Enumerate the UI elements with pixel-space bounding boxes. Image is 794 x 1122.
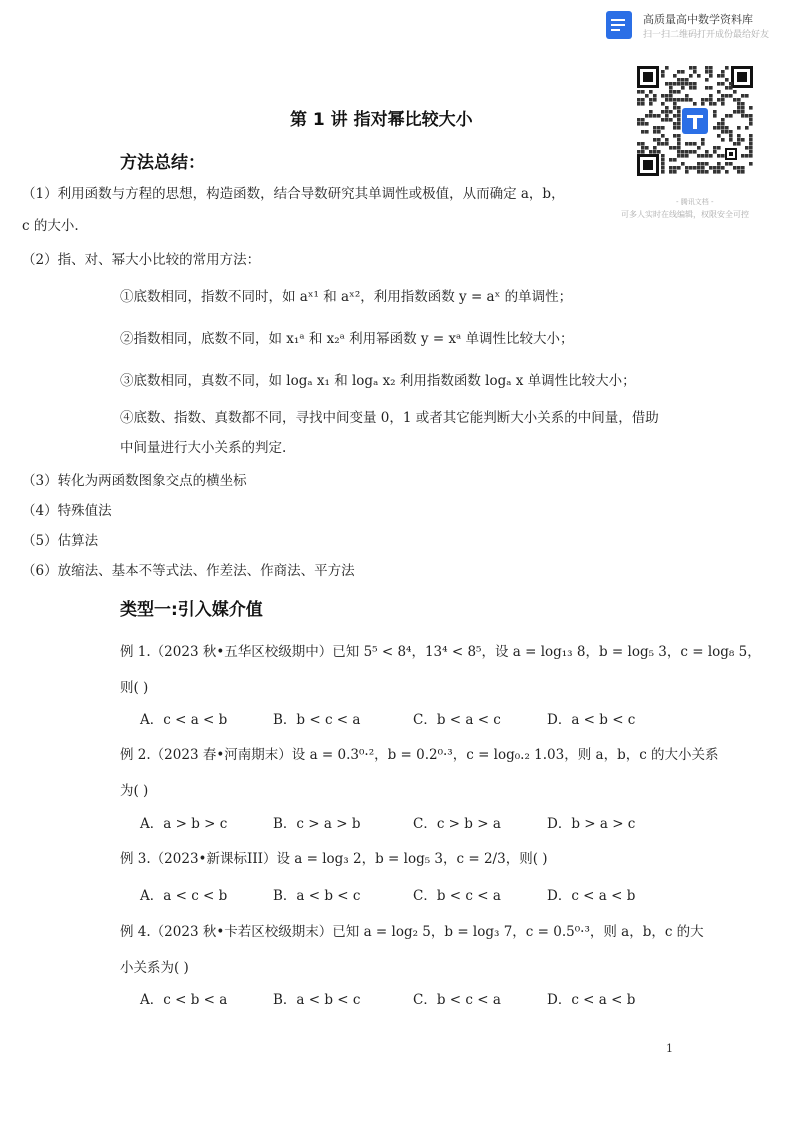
example-3-option-c: C．b < c < a (413, 888, 501, 904)
example-2-stem: 为( ) (120, 783, 149, 799)
method-line: （1）利用函数与方程的思想，构造函数，结合导数研究其单调性或极值，从而确定 a，b， (22, 186, 565, 202)
method-line: （4）特殊值法 (22, 503, 112, 519)
example-4-option-d: D．c < a < b (547, 992, 636, 1008)
example-2-option-d: D．b > a > c (547, 816, 636, 832)
example-3-option-b: B．a < b < c (273, 888, 361, 904)
page-title: 第 1 讲 指对幂比较大小 (290, 110, 473, 130)
method-line: （3）转化为两函数图象交点的横坐标 (22, 473, 247, 489)
example-1-option-a: A．c < a < b (140, 712, 228, 728)
method-line: ②指数相同，底数不同，如 x₁ᵃ 和 x₂ᵃ 利用幂函数 y = xᵃ 单调性比较大小； (120, 331, 574, 347)
example-2-option-b: B．c > a > b (273, 816, 361, 832)
example-2-option-a: A．a > b > c (140, 816, 228, 832)
example-4-stem: 小关系为( ) (120, 960, 189, 976)
doc-icon (606, 11, 632, 39)
example-4-stem: 例 4.（2023 秋•卡若区校级期末）已知 a = log₂ 5，b = log₃ 7，c = 0.5⁰·³，则 a，b，c 的大 (120, 924, 704, 940)
example-2-stem: 例 2.（2023 春•河南期末）设 a = 0.3⁰·²，b = 0.2⁰·³，c = log₀.₂ 1.03，则 a，b，c 的大小关系 (120, 747, 719, 763)
method-line: （6）放缩法、基本不等式法、作差法、作商法、平方法 (22, 563, 355, 579)
qr-code (637, 66, 753, 176)
method-line: 中间量进行大小关系的判定. (120, 440, 287, 456)
method-line: ③底数相同，真数不同，如 logₐ x₁ 和 logₐ x₂ 利用指数函数 logₐ x 单调性比较大小； (120, 373, 636, 389)
example-3-option-a: A．a < c < b (140, 888, 228, 904)
example-4-option-c: C．b < c < a (413, 992, 501, 1008)
example-1-option-c: C．b < a < c (413, 712, 501, 728)
example-1-option-d: D．a < b < c (547, 712, 636, 728)
example-1-stem: 则( ) (120, 680, 149, 696)
method-line: （2）指、对、幂大小比较的常用方法： (22, 252, 261, 268)
type-heading: 类型一:引入媒介值 (120, 600, 263, 620)
example-2-option-c: C．c > b > a (413, 816, 501, 832)
example-4-option-b: B．a < b < c (273, 992, 361, 1008)
method-line: c 的大小. (22, 218, 79, 234)
qr-caption: - 腾讯文档 - (676, 198, 714, 206)
example-1-option-b: B．b < c < a (273, 712, 361, 728)
method-line: （5）估算法 (22, 533, 99, 549)
qr-caption-note: 可多人实时在线编辑，权限安全可控 (621, 210, 749, 219)
method-heading: 方法总结： (120, 153, 205, 173)
example-4-option-a: A．c < b < a (140, 992, 228, 1008)
brand-title: 高质量高中数学资料库 (643, 13, 753, 26)
example-1-stem: 例 1.（2023 秋•五华区校级期中）已知 5⁵ < 8⁴，13⁴ < 8⁵，设 a = log₁₃ 8，b = log₅ 3，c = log₈ 5， (120, 644, 761, 660)
brand-subtitle: 扫一扫二维码打开成份最给好友 (643, 30, 770, 40)
method-line: ①底数相同，指数不同时，如 aˣ¹ 和 aˣ²，利用指数函数 y = aˣ 的单调性； (120, 289, 573, 305)
method-line: ④底数、指数、真数都不同，寻找中间变量 0，1 或者其它能判断大小关系的中间量，借助 (120, 410, 659, 426)
example-3-option-d: D．c < a < b (547, 888, 636, 904)
page-number: 1 (666, 1042, 673, 1055)
example-3-stem: 例 3.（2023•新课标III）设 a = log₃ 2，b = log₅ 3，c = 2/3，则( ) (120, 851, 548, 867)
